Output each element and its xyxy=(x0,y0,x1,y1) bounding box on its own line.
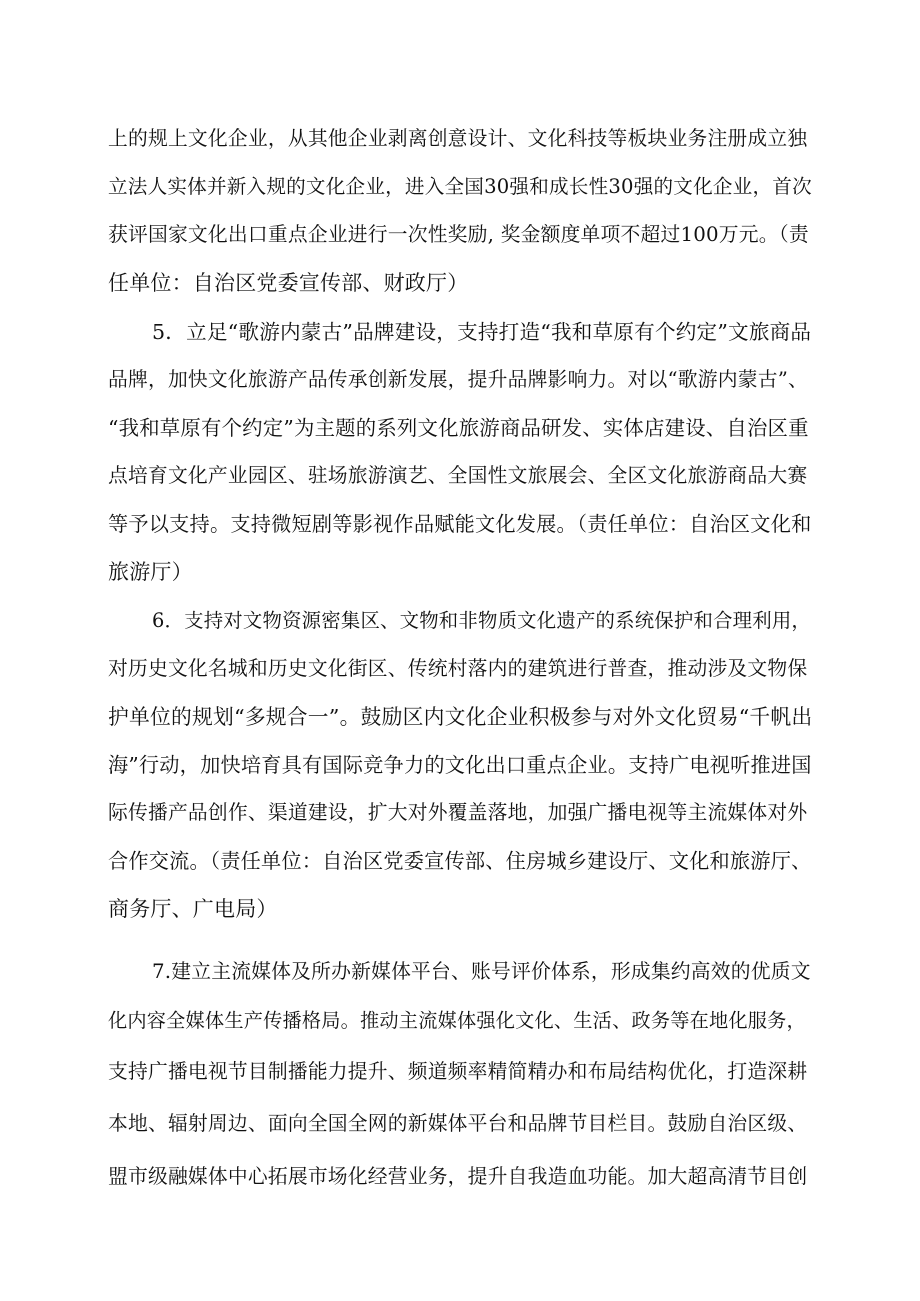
line-text: 获评国家文化出口重点企业进行一次性奖励, 奖金额度单项不超过100万元。（责 xyxy=(108,223,809,246)
text-line xyxy=(0,119,920,159)
line-text: 立法人实体并新入规的文化企业，进入全国30强和成长性30强的文化企业，首次 xyxy=(108,175,812,198)
line-text: 旅游厅） xyxy=(108,560,193,584)
line-text: 上的规上文化企业，从其他企业剥离创意设计、文化科技等板块业务注册成立独 xyxy=(108,127,808,150)
text-line xyxy=(0,745,920,785)
text-line xyxy=(0,793,920,833)
line-text: 本地、辐射周边、面向全国全网的新媒体平台和品牌节目栏目。鼓励自治区级、 xyxy=(108,1112,808,1135)
text-line xyxy=(0,1157,920,1197)
line-text: 6．支持对文物资源密集区、文物和非物质文化遗产的系统保护和合理利用， xyxy=(152,609,812,632)
paragraph-start-line xyxy=(0,601,920,641)
text-line xyxy=(0,215,920,255)
line-text: 化内容全媒体生产传播格局。推动主流媒体强化文化、生活、政务等在地化服务， xyxy=(108,1009,806,1032)
text-line xyxy=(0,889,920,929)
text-line xyxy=(0,841,920,881)
text-line xyxy=(0,263,920,303)
line-text: 任单位：自治区党委宣传部、财政厅） xyxy=(108,271,469,295)
text-line xyxy=(0,408,920,448)
line-text: 对历史文化名城和历史文化街区、传统村落内的建筑进行普查，推动涉及文物保 xyxy=(108,657,808,680)
line-text: 护单位的规划“多规合一”。鼓励区内文化企业积极参与对外文化贸易“千帆出 xyxy=(108,705,813,729)
line-text: 商务厅、广电局） xyxy=(108,897,278,921)
paragraph-start-line xyxy=(0,952,920,992)
line-text: 支持广播电视节目制播能力提升、频道频率精简精办和布局结构优化，打造深耕 xyxy=(108,1060,808,1083)
line-text: 海”行动，加快培育具有国际竞争力的文化出口重点企业。支持广电视听推进国 xyxy=(108,753,812,777)
line-text: 盟市级融媒体中心拓展市场化经营业务，提升自我造血功能。加大超高清节目创 xyxy=(108,1165,808,1188)
text-line xyxy=(0,552,920,592)
text-line xyxy=(0,649,920,689)
text-line xyxy=(0,504,920,544)
paragraph-start-line xyxy=(0,312,920,352)
text-line xyxy=(0,456,920,496)
text-line xyxy=(0,1052,920,1092)
line-text: 7.建立主流媒体及所办新媒体平台、账号评价体系，形成集约高效的优质文 xyxy=(152,960,811,983)
text-line xyxy=(0,1001,920,1041)
line-text: 品牌，加快文化旅游产品传承创新发展，提升品牌影响力。对以“歌游内蒙古”、 xyxy=(108,368,808,391)
line-text: 点培育文化产业园区、驻场旅游演艺、全国性文旅展会、全区文化旅游商品大赛 xyxy=(108,464,808,487)
text-line xyxy=(0,697,920,737)
line-text: 际传播产品创作、渠道建设，扩大对外覆盖落地，加强广播电视等主流媒体对外 xyxy=(108,801,808,824)
line-text: 5．立足“歌游内蒙古”品牌建设，支持打造“我和草原有个约定”文旅商品 xyxy=(152,320,812,344)
line-text: 等予以支持。支持微短剧等影视作品赋能文化发展。（责任单位：自治区文化和 xyxy=(108,512,812,536)
text-line xyxy=(0,360,920,400)
text-line xyxy=(0,1104,920,1144)
line-text: “我和草原有个约定”为主题的系列文化旅游商品研发、实体店建设、自治区重 xyxy=(108,416,809,440)
line-text: 合作交流。（责任单位：自治区党委宣传部、住房城乡建设厅、文化和旅游厅、 xyxy=(108,849,812,873)
text-line xyxy=(0,167,920,207)
